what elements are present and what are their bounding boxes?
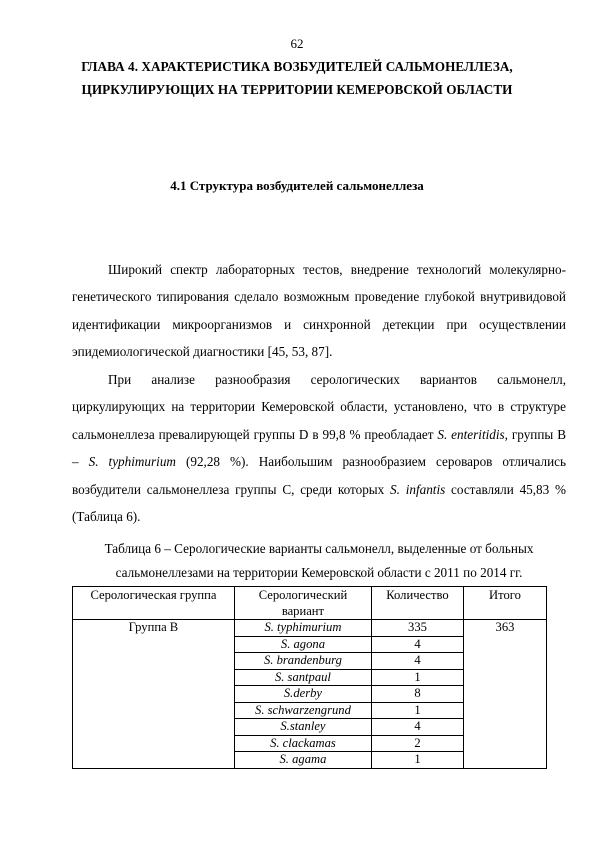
- count-cell: 1: [372, 752, 464, 769]
- count-cell: 1: [372, 702, 464, 719]
- paragraph-1: Широкий спектр лабораторных тестов, внедрение технологий молекулярно-генетического типирования сделало возможным проведение глубокой внутривидовой идентификации микроорганизмов и синхронной детекции при осуществлении эпидемиологической диагностики [45, 53, 87].: [72, 262, 566, 360]
- paragraph-2-text-4: составляли 45,83 % (Таблица 6).: [72, 481, 567, 525]
- table-caption-line2: сальмонеллезами на территории Кемеровской области с 2011 по 2014 гг.: [115, 564, 523, 580]
- variant-cell: S. typhimurium: [234, 620, 371, 637]
- count-cell: 8: [372, 686, 464, 703]
- chapter-title-line1: ГЛАВА 4. ХАРАКТЕРИСТИКА ВОЗБУДИТЕЛЕЙ САЛЬМОНЕЛЛЕЗА,: [81, 59, 513, 74]
- variant-cell: S.derby: [234, 686, 371, 703]
- header-group: Серологическая группа: [73, 587, 235, 620]
- variant-cell: S. agona: [234, 636, 371, 653]
- page-number: 62: [290, 36, 304, 51]
- chapter-title-line2: ЦИРКУЛИРУЮЩИХ НА ТЕРРИТОРИИ КЕМЕРОВСКОЙ ОБЛАСТИ: [81, 82, 513, 97]
- count-cell: 4: [372, 636, 464, 653]
- header-total: Итого: [463, 587, 546, 620]
- variant-cell: S.stanley: [234, 719, 371, 736]
- paragraph-2: [72, 366, 566, 530]
- total-cell: 363: [463, 620, 546, 769]
- table-header-row: [73, 587, 547, 620]
- table-caption-line1: Таблица 6 – Серологические варианты сальмонелл, выделенные от больных: [104, 541, 534, 556]
- species-typhimurium: S. typhimurium: [88, 454, 176, 470]
- count-cell: 2: [372, 735, 464, 752]
- variant-cell: S. clackamas: [234, 735, 371, 752]
- table-body: [73, 620, 547, 769]
- header-count: Количество: [372, 587, 464, 620]
- group-cell: Группа В: [73, 620, 235, 769]
- chapter-title: [40, 55, 554, 101]
- variant-cell: S. brandenburg: [234, 653, 371, 670]
- count-cell: 1: [372, 669, 464, 686]
- variant-cell: S. santpaul: [234, 669, 371, 686]
- species-enteritidis: S. enteritidis: [437, 426, 505, 442]
- variant-cell: S. agama: [234, 752, 371, 769]
- count-cell: 4: [372, 719, 464, 736]
- count-cell: 4: [372, 653, 464, 670]
- count-cell: 335: [372, 620, 464, 637]
- serovar-table: [72, 586, 547, 769]
- variant-cell: S. schwarzengrund: [234, 702, 371, 719]
- paragraph-2-text-2: , группы В –: [72, 426, 566, 470]
- species-infantis: S. infantis: [390, 481, 446, 497]
- section-title: 4.1 Структура возбудителей сальмонеллеза: [170, 178, 424, 193]
- paragraph-2-text-1: При анализе разнообразия серологических вариантов сальмонелл, циркулирующих на территории Кемеровской области, установлено, что в структуре сальмонеллеза превалирующей группы D в 99,8 % преобладает: [72, 372, 566, 442]
- table-caption: [72, 537, 566, 584]
- paragraph-2-text-3: (92,28 %). Наибольшим разнообразием сероваров отличались возбудители сальмонеллеза группы С, среди которых: [72, 454, 567, 497]
- header-variant: Серологический вариант: [234, 587, 371, 620]
- table-row: [73, 620, 547, 637]
